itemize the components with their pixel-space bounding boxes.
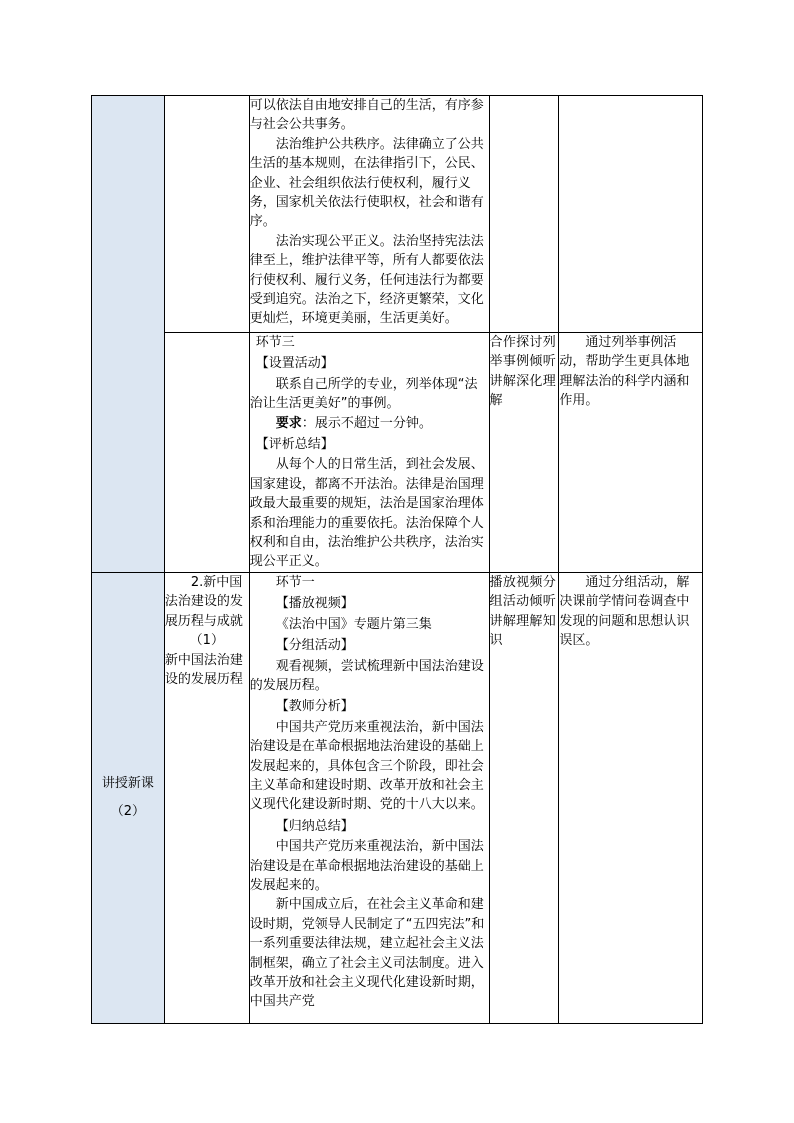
intent-text: 通过分组活动，解决课前学情问卷调查中发现的问题和思想认识误区。 [559, 574, 690, 649]
content-cell [249, 333, 489, 573]
phase-cell [92, 96, 165, 573]
conclusion-tag: 【归纳总结】 [275, 818, 354, 834]
table-row [92, 96, 703, 333]
content-cell [249, 96, 489, 333]
method-cell: 播放视频分组活动倾听讲解理解知识 [489, 572, 559, 1023]
sub-topic-cell [164, 96, 249, 333]
phase-title: 讲授新课 [101, 776, 154, 792]
phase-cell [92, 572, 165, 1023]
sub-topic-cell [164, 333, 249, 573]
method-cell [489, 96, 559, 333]
analysis-tag: 【教师分析】 [275, 699, 354, 715]
video-tag: 【播放视频】 [275, 596, 354, 612]
method-cell: 合作探讨列举事例倾听讲解深化理解 [489, 333, 559, 573]
intent-cell [559, 333, 703, 573]
requirement-text [250, 414, 489, 433]
table-row [92, 572, 703, 1023]
group-text: 观看视频，尝试梳理新中国法治建设的发展历程。 [249, 658, 484, 693]
group-tag: 【分组活动】 [275, 638, 354, 654]
activity-tag: 【设置活动】 [255, 356, 334, 372]
activity-text: 联系自己所学的专业，列举体现“法治让生活更美好”的事例。 [249, 376, 478, 412]
content-paragraph: 可以依法自由地安排自己的生活，有序参与社会公共事务。 [249, 98, 484, 133]
intent-cell [559, 96, 703, 333]
sub-item-title: 新中国法治建设的发展历程 [164, 652, 243, 687]
requirement-label: 要求 [275, 415, 302, 431]
section-label: 环节一 [275, 574, 315, 590]
analysis-text: 中国共产党历来重视法治，新中国法治建设是在革命根据地法治建设的基础上发展起来的，具体包含三个阶段，即社会主义革命和建设时期、改革开放和社会主义现代化建设新时期、党的十八大以来。 [249, 719, 484, 813]
sub-item-number: （1） [189, 633, 224, 649]
intent-cell [559, 572, 703, 1023]
requirement-value: ：展示不超过一分钟。 [301, 415, 432, 431]
content-paragraph: 法治维护公共秩序。法律确立了公共生活的基本规则，在法律指引下，公民、企业、社会组织依法行使权利，履行义务，国家机关依法行使职权，社会和谐有序。 [249, 136, 484, 230]
sub-topic-title: 2.新中国法治建设的发展历程与成就 [164, 574, 243, 629]
sub-topic-cell [164, 572, 249, 1023]
section-label: 环节三 [255, 335, 295, 350]
conclusion-text: 中国共产党历来重视法治，新中国法治建设是在革命根据地法治建设的基础上发展起来的。 [249, 839, 484, 893]
conclusion-text: 新中国成立后，在社会主义革命和建设时期，党领导人民制定了“五四宪法”和一系列重要法律法规，建立起社会主义法制框架，确立了社会主义司法制度。进入改革开放和社会主义现代化建设新时期，中国共产党 [249, 897, 485, 1010]
content-cell [249, 572, 489, 1023]
video-text: 《法治中国》专题片第三集 [275, 616, 432, 632]
summary-text: 从每个人的日常生活，到社会发展、国家建设，都离不开法治。法律是治国理政最大最重要的规矩，法治是国家治理体系和治理能力的重要依托。法治保障个人权利和自由，法治维护公共秩序，法治实现公平正义。 [249, 457, 484, 570]
phase-number: （2） [110, 803, 146, 819]
content-paragraph: 法治实现公平正义。法治坚持宪法法律至上，维护法律平等，所有人都要依法行使权利、履行义务，任何违法行为都要受到追究。法治之下，经济更繁荣，文化更灿烂，环境更美丽，生活更美好。 [249, 233, 484, 327]
table-row [92, 333, 703, 573]
lesson-plan-table [91, 95, 703, 1024]
summary-tag: 【评析总结】 [255, 437, 334, 453]
intent-text: 通过列举事例活动，帮助学生更具体地理解法治的科学内涵和作用。 [559, 335, 690, 409]
